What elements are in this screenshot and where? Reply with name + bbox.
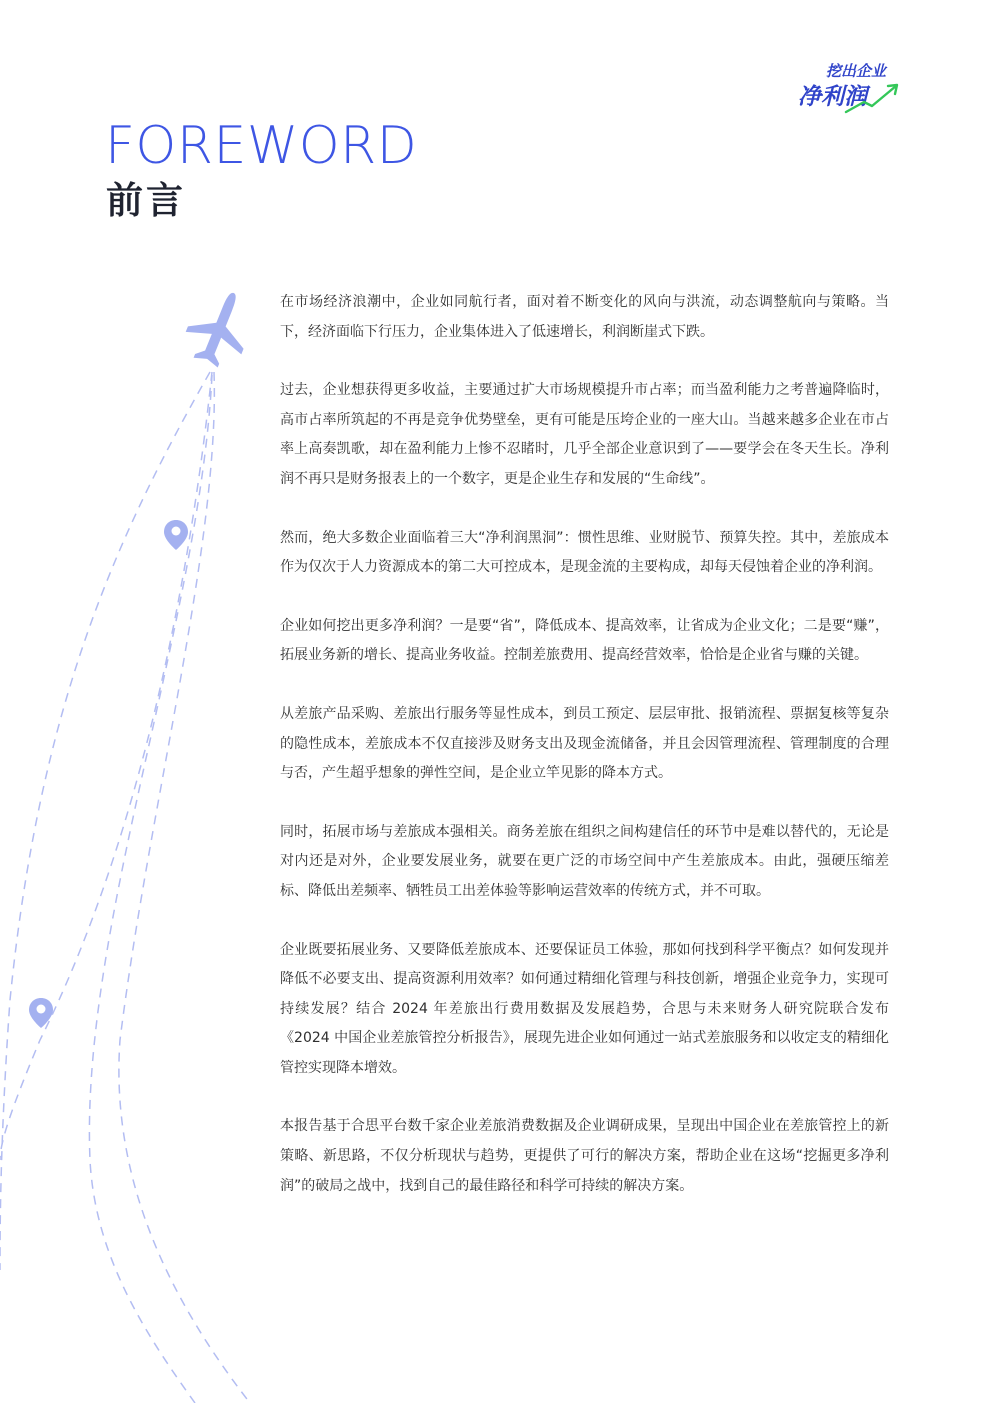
foreword-body xyxy=(280,288,889,1230)
paragraph: 企业既要拓展业务、又要降低差旅成本、还要保证员工体验，那如何找到科学平衡点？如何发现并降低不必要支出、提高资源利用效率？如何通过精细化管理与科技创新，增强企业竞争力，实现可持续发展？结合 2024 年差旅出行费用数据及发展趋势，合思与未来财务人研究院联合发布《2024 中国企业差旅管控分析报告》，展现先进企业如何通过一站式差旅服务和以收定支的精细化管控实现降本增效。 xyxy=(280,941,889,1076)
page-title-english: FOREWORD xyxy=(105,116,418,176)
paragraph: 本报告基于合思平台数千家企业差旅消费数据及企业调研成果，呈现出中国企业在差旅管控上的新策略、新思路，不仅分析现状与趋势，更提供了可行的解决方案，帮助企业在这场“挖掘更多净利润”的破局之战中，找到自己的最佳路径和科学可持续的解决方案。 xyxy=(280,1118,889,1194)
airplane-icon xyxy=(178,282,262,374)
page-title-chinese: 前言 xyxy=(106,179,186,222)
growth-arrow-icon xyxy=(844,80,904,116)
paragraph: 企业如何挖出更多净利润？一是要“省”，降低成本、提高效率，让省成为企业文化；二是要“赚”，拓展业务新的增长、提高业务收益。控制差旅费用、提高经营效率，恰恰是企业省与赚的关键。 xyxy=(280,617,889,664)
flight-path-decoration xyxy=(0,280,280,1403)
paragraph: 然而，绝大多数企业面临着三大“净利润黑洞”：惯性思维、业财脱节、预算失控。其中，差旅成本作为仅次于人力资源成本的第二大可控成本，是现金流的主要构成，却每天侵蚀着企业的净利润。 xyxy=(280,529,889,576)
paragraph: 从差旅产品采购、差旅出行服务等显性成本，到员工预定、层层审批、报销流程、票据复核等复杂的隐性成本，差旅成本不仅直接涉及财务支出及现金流储备，并且会因管理流程、管理制度的合理与否，产生超乎想象的弹性空间，是企业立竿见影的降本方式。 xyxy=(280,705,889,782)
logo-tagline-bottom: 净利润 xyxy=(798,84,867,110)
brand-logo xyxy=(796,58,906,118)
logo-tagline-top: 挖出企业 xyxy=(826,62,887,80)
paragraph: 过去，企业想获得更多收益，主要通过扩大市场规模提升市占率；而当盈利能力之考普遍降临时，高市占率所筑起的不再是竞争优势壁垒，更有可能是压垮企业的一座大山。当越来越多企业在市占率上高奏凯歌，却在盈利能力上惨不忍睹时，几乎全部企业意识到了——要学会在冬天生长。净利润不再只是财务报表上的一个数字，更是企业生存和发展的“生命线”。 xyxy=(280,382,889,487)
location-pin-icon xyxy=(164,520,188,550)
flight-path-far xyxy=(89,375,212,1403)
flight-path-left xyxy=(0,372,210,1270)
flight-path-middle xyxy=(0,372,212,1160)
paragraph: 同时，拓展市场与差旅成本强相关。商务差旅在组织之间构建信任的环节中是难以替代的，无论是对内还是对外，企业要发展业务，就要在更广泛的市场空间中产生差旅成本。由此，强硬压缩差标、降低出差频率、牺牲员工出差体验等影响运营效率的传统方式，并不可取。 xyxy=(280,823,889,899)
location-pin-icon xyxy=(29,998,53,1028)
paragraph: 在市场经济浪潮中，企业如同航行者，面对着不断变化的风向与洪流，动态调整航向与策略。当下，经济面临下行压力，企业集体进入了低速增长，利润断崖式下跌。 xyxy=(280,294,889,340)
